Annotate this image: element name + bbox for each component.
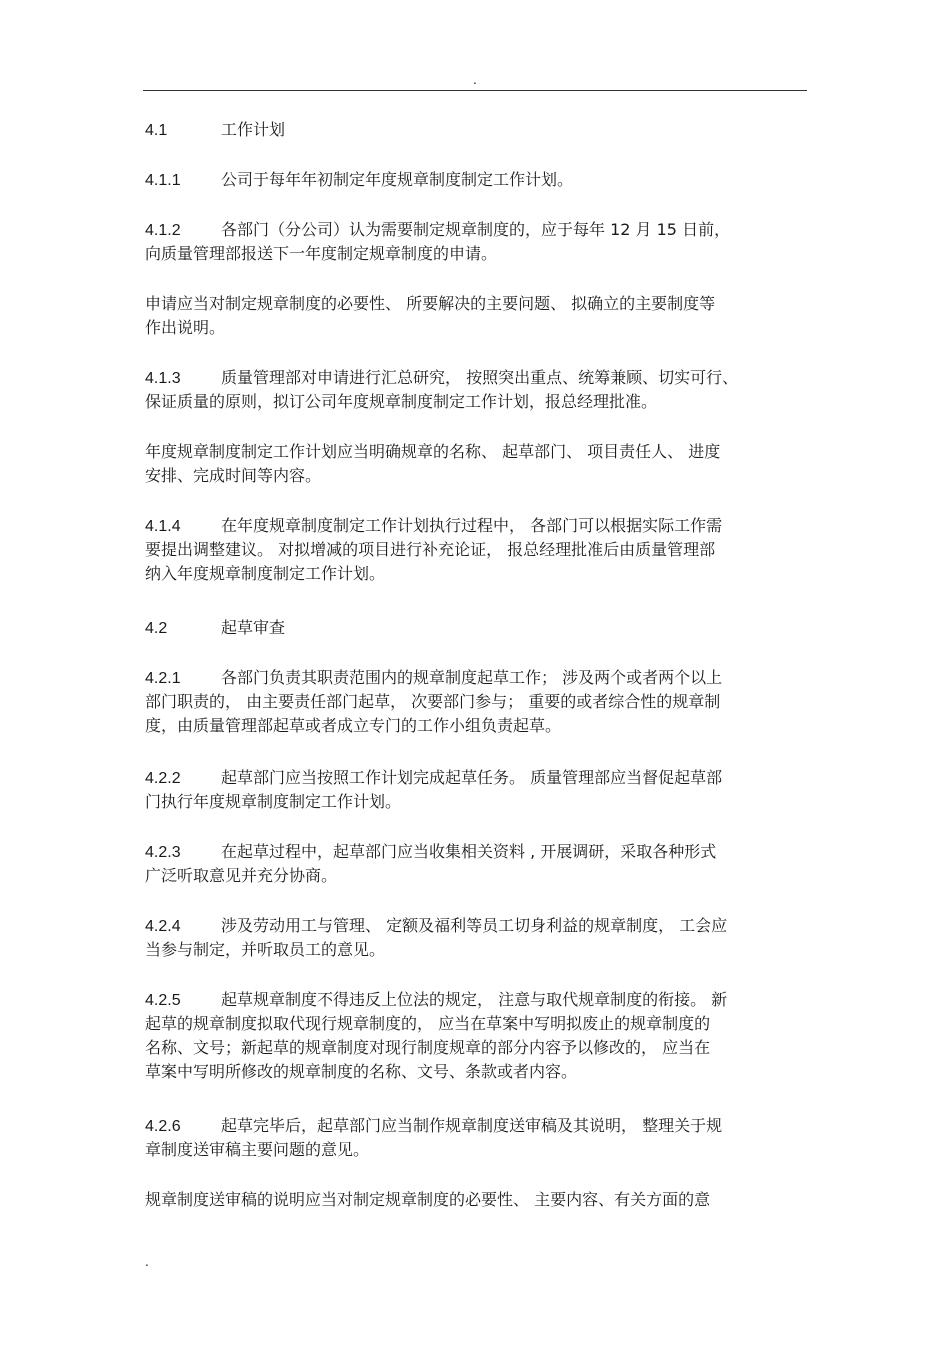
text-line <box>145 988 807 1012</box>
clause-4-1-3 <box>145 366 807 414</box>
text-line <box>145 440 807 464</box>
paragraph <box>145 292 807 340</box>
line-text: 起草规章制度不得违反上位法的规定， 注意与取代规章制度的衔接。 新 <box>221 990 728 1009</box>
text-line <box>145 766 807 790</box>
clause-4-1-1 <box>145 168 807 192</box>
line-text: 各部门（分公司）认为需要制定规章制度的，应于每年 12 月 15 日前， <box>221 220 731 239</box>
text-line <box>145 840 807 864</box>
text-line <box>145 690 807 714</box>
line-text: 当参与制定，并听取员工的意见。 <box>145 940 386 959</box>
text-line <box>145 168 807 192</box>
text-line <box>145 1036 807 1060</box>
clause-4-2 <box>145 616 807 640</box>
clause-4-2-5 <box>145 988 807 1084</box>
line-text: 名称、文号；新起草的规章制度对现行制度规章的部分内容予以修改的， 应当在 <box>145 1038 711 1057</box>
line-text: 起草部门应当按照工作计划完成起草任务。 质量管理部应当督促起草部 <box>221 768 723 787</box>
line-text: 要提出调整建议。 对拟增减的项目进行补充论证， 报总经理批准后由质量管理部 <box>145 540 716 559</box>
clause-4-2-1 <box>145 666 807 738</box>
clause-number: 4.2.3 <box>145 844 181 861</box>
text-line <box>145 464 807 488</box>
line-text: 规章制度送审稿的说明应当对制定规章制度的必要性、 主要内容、有关方面的意 <box>145 1190 711 1209</box>
clause-number: 4.2.2 <box>145 770 181 787</box>
line-text: 年度规章制度制定工作计划应当明确规章的名称、 起草部门、 项目责任人、 进度 <box>145 442 721 461</box>
line-text: 向质量管理部报送下一年度制定规章制度的申请。 <box>145 244 498 263</box>
clause-4-2-3 <box>145 840 807 888</box>
line-text: 起草审查 <box>221 618 286 637</box>
clause-number: 4.2.6 <box>145 1118 181 1135</box>
clause-number: 4.2.1 <box>145 670 181 687</box>
line-text: 起草的规章制度拟取代现行规章制度的， 应当在草案中写明拟废止的规章制度的 <box>145 1014 711 1033</box>
text-line <box>145 118 807 142</box>
text-line <box>145 562 807 586</box>
line-text: 部门职责的， 由主要责任部门起草， 次要部门参与； 重要的或者综合性的规章制 <box>145 692 721 711</box>
line-text: 各部门负责其职责范围内的规章制度起草工作； 涉及两个或者两个以上 <box>221 668 723 687</box>
text-line <box>145 390 807 414</box>
text-line <box>145 914 807 938</box>
text-line <box>145 1012 807 1036</box>
header-rule <box>143 90 807 91</box>
line-text: 广泛听取意见并充分协商。 <box>145 866 338 885</box>
text-line <box>145 714 807 738</box>
line-text: 公司于每年年初制定年度规章制度制定工作计划。 <box>221 170 574 189</box>
line-text: 度，由质量管理部起草或者成立专门的工作小组负责起草。 <box>145 716 562 735</box>
clause-number: 4.2.5 <box>145 992 181 1009</box>
clause-4-1-2 <box>145 218 807 266</box>
header-mark: . <box>473 73 477 87</box>
clause-number: 4.1.3 <box>145 370 181 387</box>
clause-4-1-4 <box>145 514 807 586</box>
clause-number: 4.2 <box>145 620 168 637</box>
line-text: 门执行年度规章制度制定工作计划。 <box>145 792 402 811</box>
text-line <box>145 292 807 316</box>
clause-4-1 <box>145 118 807 142</box>
text-line <box>145 616 807 640</box>
clause-number: 4.1.1 <box>145 172 181 189</box>
clause-number: 4.1.4 <box>145 518 181 535</box>
text-line <box>145 366 807 390</box>
text-line <box>145 938 807 962</box>
line-text: 质量管理部对申请进行汇总研究， 按照突出重点、统筹兼顾、切实可行、 <box>221 368 739 387</box>
text-line <box>145 316 807 340</box>
line-text: 纳入年度规章制度制定工作计划。 <box>145 564 386 583</box>
text-line <box>145 514 807 538</box>
text-line <box>145 1060 807 1084</box>
text-line <box>145 218 807 242</box>
line-text: 保证质量的原则，拟订公司年度规章制度制定工作计划，报总经理批准。 <box>145 392 658 411</box>
line-text: 涉及劳动用工与管理、 定额及福利等员工切身利益的规章制度， 工会应 <box>221 916 728 935</box>
line-text: 起草完毕后，起草部门应当制作规章制度送审稿及其说明， 整理关于规 <box>221 1116 723 1135</box>
text-line <box>145 1188 807 1212</box>
footer-mark: . <box>145 1255 149 1269</box>
text-line <box>145 1114 807 1138</box>
line-text: 章制度送审稿主要问题的意见。 <box>145 1140 370 1159</box>
text-line <box>145 864 807 888</box>
line-text: 安排、完成时间等内容。 <box>145 466 322 485</box>
line-text: 在起草过程中，起草部门应当收集相关资料 , 开展调研，采取各种形式 <box>221 842 717 861</box>
line-text: 工作计划 <box>221 120 286 139</box>
text-line <box>145 1138 807 1162</box>
text-line <box>145 790 807 814</box>
line-text: 作出说明。 <box>145 318 226 337</box>
clause-4-2-4 <box>145 914 807 962</box>
text-line <box>145 242 807 266</box>
line-text: 草案中写明所修改的规章制度的名称、文号、条款或者内容。 <box>145 1062 578 1081</box>
line-text: 在年度规章制度制定工作计划执行过程中， 各部门可以根据实际工作需 <box>221 516 723 535</box>
clause-4-2-6 <box>145 1114 807 1162</box>
clause-number: 4.1.2 <box>145 222 181 239</box>
paragraph <box>145 440 807 488</box>
paragraph <box>145 1188 807 1212</box>
line-text: 申请应当对制定规章制度的必要性、 所要解决的主要问题、 拟确立的主要制度等 <box>145 294 716 313</box>
text-line <box>145 538 807 562</box>
clause-number: 4.1 <box>145 122 168 139</box>
clause-4-2-2 <box>145 766 807 814</box>
text-line <box>145 666 807 690</box>
clause-number: 4.2.4 <box>145 918 181 935</box>
